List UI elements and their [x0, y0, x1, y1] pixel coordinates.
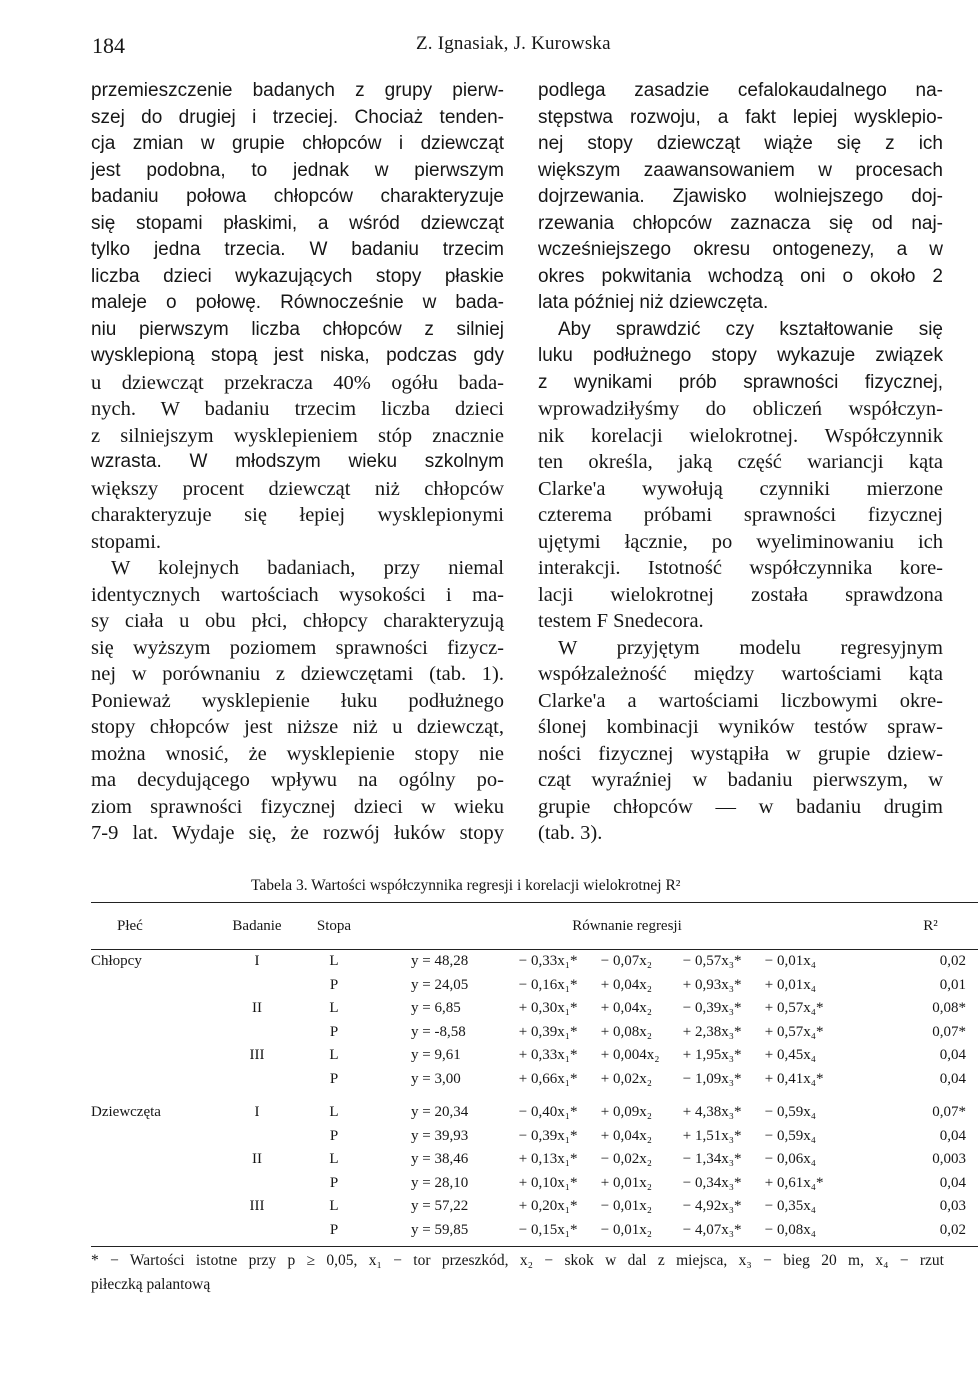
equation-term: 0,59x₄ [777, 1104, 816, 1121]
equation-term: 0,33x₁* [531, 953, 578, 970]
cell-sex [91, 1219, 218, 1247]
table-row [91, 1021, 978, 1045]
text-line: identycznych wartościach wysokości i ma- [91, 583, 504, 606]
cell-equation [372, 1068, 882, 1092]
regression-equation [411, 1024, 843, 1041]
text-line: ności fizycznej wystąpiła w grupie dziew- [538, 742, 943, 765]
equation-sign: + [764, 976, 774, 993]
equation-term: 1,51x₃* [695, 1127, 742, 1144]
cell-sex [91, 1125, 218, 1149]
equation-sign: + [600, 1023, 610, 1040]
equation-term: 0,10x₁* [531, 1174, 578, 1191]
equation-term: 2,38x₃* [695, 1023, 742, 1040]
equation-sign: − [600, 1198, 610, 1215]
cell-stage: I [254, 953, 260, 970]
regression-equation [411, 1128, 843, 1145]
equation-intercept: y = 28,10 [411, 1174, 469, 1191]
table-row [91, 1068, 978, 1092]
equation-intercept: y = 48,28 [411, 953, 469, 970]
text-line: współzależność między wartościami kąta [538, 663, 943, 685]
cell-equation [372, 1148, 882, 1172]
equation-sign: − [764, 1104, 774, 1121]
text-line: stopami. [91, 530, 162, 553]
equation-term: 1,34x₃* [695, 1151, 742, 1168]
text-line: W kolejnych badaniach, przy niemal [111, 557, 504, 579]
table-row [91, 1219, 978, 1247]
table-row [91, 1125, 978, 1149]
equation-term: 0,41x₄* [777, 1070, 824, 1087]
equation-term: 0,07x₂ [613, 953, 652, 970]
cell-foot: L [329, 1198, 339, 1215]
text-line: czterema próbami sprawności fizycznej [538, 504, 943, 526]
equation-sign: − [600, 1221, 610, 1238]
cell-sex [91, 1068, 218, 1092]
cell-foot: P [329, 1127, 339, 1144]
regression-equation [411, 1175, 843, 1192]
cell-equation [372, 997, 882, 1021]
equation-term: 0,01x₂ [613, 1174, 652, 1191]
equation-sign: + [764, 1047, 774, 1064]
equation-term: 0,45x₄ [777, 1047, 816, 1064]
cell-sex [91, 1195, 218, 1219]
text-line: nej w porównaniu z dziewczętami (tab. 1). [91, 663, 504, 685]
cell-equation [372, 950, 882, 974]
cell-r2: 0,02 [882, 1219, 978, 1247]
table-row [91, 1148, 978, 1172]
equation-sign: + [600, 1104, 610, 1121]
cell-equation [372, 1172, 882, 1196]
equation-term: 1,09x₃* [695, 1070, 742, 1087]
text-line: wzrasta. W młodszym wieku szkolnym [91, 451, 504, 472]
text-line: nej stopy dziewcząt wiąże się z ich [538, 133, 943, 154]
cell-equation [372, 974, 882, 998]
text-line: luku podłużnego stopy wykazuje związek [538, 345, 943, 366]
regression-equation [411, 953, 843, 970]
table-row [91, 1172, 978, 1196]
equation-term: 0,08x₄ [777, 1221, 816, 1238]
cell-r2: 0,07* [932, 1104, 966, 1121]
equation-sign: + [518, 1023, 528, 1040]
text-line: liczba dzieci wykazujących stopy płaskie [91, 265, 504, 287]
equation-term: 0,04x₂ [613, 1000, 652, 1017]
cell-sex [91, 997, 218, 1021]
regression-equation [411, 1198, 843, 1215]
equation-intercept: y = 39,93 [411, 1127, 469, 1144]
cell-foot: L [329, 1047, 339, 1064]
equation-sign: − [764, 953, 774, 970]
cell-r2: 0,07* [932, 1023, 966, 1040]
text-line: wprowadziłyśmy do obliczeń współczyn- [538, 398, 943, 420]
equation-sign: − [682, 953, 692, 970]
cell-r2: 0,04 [939, 1047, 966, 1064]
equation-intercept: y = -8,58 [411, 1023, 466, 1040]
left-text-column [91, 78, 504, 847]
text-line: testem F Snedecora. [538, 610, 704, 632]
equation-term: 0,40x₁* [531, 1104, 578, 1121]
equation-sign: + [518, 1151, 528, 1168]
text-line: 7-9 lat. Wydaje się, że rozwój łuków stopy [91, 822, 504, 844]
regression-table [91, 902, 978, 1247]
equation-term: 0,39x₃* [695, 1000, 742, 1017]
table-body [91, 950, 978, 1247]
text-line: się stopami płaskimi, a wśród dziewcząt [91, 212, 504, 234]
equation-term: 4,92x₃* [695, 1198, 742, 1215]
equation-sign: + [764, 1070, 774, 1087]
equation-intercept: y = 6,85 [411, 1000, 461, 1017]
equation-term: 0,30x₁* [531, 1000, 578, 1017]
text-line: lata później niż dziewczęta. [538, 292, 769, 313]
cell-stage [218, 1125, 296, 1149]
cell-equation [372, 1195, 882, 1219]
header-equation: Równanie regresji [372, 903, 882, 950]
equation-intercept: y = 38,46 [411, 1151, 469, 1168]
equation-term: 0,08x₂ [613, 1023, 652, 1040]
text-line: większy procent dziewcząt niż chłopców [91, 477, 504, 500]
cell-stage [218, 1172, 296, 1196]
header-stage: Badanie [218, 903, 296, 950]
text-line: (tab. 3). [538, 822, 603, 844]
text-line: sy ciała u obu płci, chłopcy charakteryzują [91, 610, 504, 632]
text-line: podlega zasadzie cefalokaudalnego na- [538, 80, 943, 101]
text-line: z wynikami prób sprawności fizycznej, [538, 371, 943, 393]
table-row [91, 1044, 978, 1068]
equation-intercept: y = 3,00 [411, 1070, 461, 1087]
header-foot: Stopa [296, 903, 372, 950]
text-line: u dziewcząt przekracza 40% ogółu bada- [91, 371, 504, 394]
equation-sign: − [764, 1198, 774, 1215]
regression-equation [411, 977, 843, 994]
text-line: wysklepioną stopą jest niska, podczas gdy [91, 345, 504, 366]
equation-sign: + [518, 1198, 528, 1215]
cell-stage: I [254, 1104, 260, 1121]
cell-r2: 0,08* [932, 1000, 966, 1017]
equation-term: 0,004x₂ [613, 1047, 660, 1064]
equation-sign: + [682, 1023, 692, 1040]
equation-term: 1,95x₃* [695, 1047, 742, 1064]
regression-equation [411, 1104, 843, 1121]
table-row [91, 1195, 978, 1219]
equation-sign: − [764, 1127, 774, 1144]
equation-sign: + [764, 1023, 774, 1040]
equation-sign: + [518, 1070, 528, 1087]
equation-term: 0,57x₄* [777, 1000, 824, 1017]
equation-sign: − [600, 1151, 610, 1168]
cell-stage: III [249, 1047, 265, 1064]
equation-term: 0,01x₂ [613, 1198, 652, 1215]
equation-sign: + [682, 1127, 692, 1144]
cell-stage [218, 1021, 296, 1045]
cell-equation [372, 1044, 882, 1068]
header-r2: R² [882, 903, 978, 950]
text-line: stępstwa rozwoju, a fakt lepiej wysklepio- [538, 106, 943, 128]
regression-equation [411, 1071, 843, 1088]
equation-term: 0,16x₁* [531, 976, 578, 993]
equation-sign: − [518, 1104, 528, 1121]
cell-foot: P [296, 1219, 372, 1247]
equation-sign: + [682, 1104, 692, 1121]
equation-term: 0,39x₁* [531, 1127, 578, 1144]
cell-r2: 0,03 [939, 1198, 966, 1215]
equation-term: 0,01x₂ [613, 1221, 652, 1238]
equation-term: 0,59x₄ [777, 1127, 816, 1144]
text-line: można wnosić, że wysklepienie stopy nie [91, 742, 504, 765]
equation-term: 0,15x₁* [531, 1221, 578, 1238]
table-row [91, 950, 978, 974]
cell-sex [91, 1172, 218, 1196]
text-line: nych. W badaniu trzecim liczba dzieci [91, 398, 504, 420]
text-line: jest podobna, to jednak w pierwszym [91, 159, 504, 181]
equation-term: 0,39x₁* [531, 1023, 578, 1040]
header-sex: Płeć [91, 903, 218, 950]
table-row [91, 1091, 978, 1125]
equation-term: 0,33x₁* [531, 1047, 578, 1064]
equation-intercept: y = 9,61 [411, 1047, 461, 1064]
equation-sign: − [518, 1127, 528, 1144]
text-line: lacji wielokrotnej została sprawdzona [538, 583, 943, 606]
equation-sign: + [518, 1047, 528, 1064]
equation-term: 0,04x₂ [613, 1127, 652, 1144]
equation-term: 4,38x₃* [695, 1104, 742, 1121]
equation-term: 0,35x₄ [777, 1198, 816, 1215]
text-line: przemieszczenie badanych z grupy pierw- [91, 80, 504, 101]
equation-intercept: y = 59,85 [411, 1221, 469, 1238]
text-line: ten określa, jaką część wariancji kąta [538, 451, 943, 473]
text-line: się wyższym poziomem sprawności fizycz- [91, 636, 504, 659]
text-line: cja zmian w grupie chłopców i dziewcząt [91, 133, 504, 154]
text-line: ślonej kombinacji wyników testów spraw- [538, 716, 943, 738]
equation-term: 4,07x₃* [695, 1221, 742, 1238]
text-line: z silniejszym wysklepieniem stóp znacznie [91, 424, 504, 447]
cell-foot: P [329, 1070, 339, 1087]
cell-sex [91, 1148, 218, 1172]
equation-sign: + [600, 1127, 610, 1144]
regression-equation [411, 1000, 843, 1017]
equation-sign: + [600, 976, 610, 993]
cell-equation [372, 1125, 882, 1149]
text-line: interakcji. Istotność współczynnika kore- [538, 557, 943, 579]
right-text-column [538, 78, 943, 847]
table-header-row [91, 903, 978, 950]
cell-equation [372, 1021, 882, 1045]
table-row [91, 997, 978, 1021]
equation-term: 0,93x₃* [695, 976, 742, 993]
text-line: ziom sprawności fizycznej dzieci w wieku [91, 795, 504, 818]
text-line: ma decydującego wpływu na ogólny po- [91, 769, 504, 791]
cell-sex [91, 1021, 218, 1045]
cell-equation [372, 1091, 882, 1125]
cell-r2: 0,02 [939, 953, 966, 970]
equation-sign: − [764, 1221, 774, 1238]
equation-sign: + [600, 1174, 610, 1191]
equation-sign: − [682, 1000, 692, 1017]
cell-foot: L [329, 953, 339, 970]
text-line: W przyjętym modelu regresyjnym [558, 636, 943, 659]
text-line: grupie chłopców — w badaniu drugim [538, 795, 943, 818]
cell-sex: Chłopcy [91, 953, 142, 970]
text-line: wcześniejszego okresu ontogenezy, a w [538, 239, 943, 260]
cell-foot: P [329, 1023, 339, 1040]
equation-term: 0,01x₄ [777, 953, 816, 970]
equation-term: 0,34x₃* [695, 1174, 742, 1191]
text-line: większym zaawansowaniem w procesach [538, 159, 943, 181]
text-line: nik korelacji wielokrotnej. Współczynnik [538, 424, 943, 447]
page-number: 184 [92, 33, 125, 58]
text-line: charakteryzuje się łepiej wysklepionymi [91, 504, 504, 526]
cell-stage [218, 1068, 296, 1092]
text-line: cząt wyraźniej w badaniu pierwszym, w [538, 769, 943, 791]
equation-term: 0,04x₂ [613, 976, 652, 993]
regression-equation [411, 1222, 843, 1239]
regression-equation [411, 1047, 843, 1064]
equation-term: 0,01x₄ [777, 976, 816, 993]
equation-sign: − [518, 976, 528, 993]
equation-sign: + [764, 1174, 774, 1191]
cell-stage: III [249, 1198, 265, 1215]
equation-sign: + [518, 1000, 528, 1017]
text-line: stopy chłopców jest niższe niż u dziewcząt, [91, 716, 504, 738]
cell-foot: L [329, 1000, 339, 1017]
table-row [91, 974, 978, 998]
equation-sign: − [682, 1070, 692, 1087]
footnote-line-2: piłeczką palantową [91, 1276, 211, 1293]
cell-stage: II [252, 1000, 262, 1017]
equation-sign: − [518, 953, 528, 970]
text-line: Ponieważ wysklepienie łuku podłużnego [91, 689, 504, 712]
equation-sign: + [518, 1174, 528, 1191]
text-line: ujętymi łącznie, po wyeliminowaniu ich [538, 530, 943, 553]
text-line: szej do drugiej i trzeciej. Chociaż tenden- [91, 106, 504, 128]
cell-r2: 0,04 [939, 1127, 966, 1144]
cell-sex: Dziewczęta [91, 1104, 161, 1121]
equation-intercept: y = 57,22 [411, 1198, 469, 1215]
regression-equation [411, 1151, 843, 1168]
text-line: dojrzewania. Zjawisko wolniejszego doj- [538, 186, 943, 207]
cell-stage [218, 974, 296, 998]
cell-foot: P [329, 1174, 339, 1191]
equation-term: 0,20x₁* [531, 1198, 578, 1215]
text-line: Clarke'a wywołują czynniki mierzone [538, 477, 943, 500]
equation-sign: − [682, 1174, 692, 1191]
equation-sign: − [518, 1221, 528, 1238]
equation-sign: + [600, 1070, 610, 1087]
cell-stage [218, 1219, 296, 1247]
text-line: okres pokwitania wchodzą oni o około 2 [538, 265, 943, 287]
equation-term: 0,02x₂ [613, 1070, 652, 1087]
cell-equation [372, 1219, 882, 1247]
equation-term: 0,09x₂ [613, 1104, 652, 1121]
equation-intercept: y = 24,05 [411, 976, 469, 993]
equation-term: 0,57x₃* [695, 953, 742, 970]
footnote-line-1: * − Wartości istotne przy p ≥ 0,05, x₁ − tor przeszkód, x₂ − skok w dal z miejsca, x₃ − bieg 20 m, x₄ − rzut [91, 1252, 944, 1269]
equation-term: 0,06x₄ [777, 1151, 816, 1168]
cell-stage: II [252, 1151, 262, 1168]
text-line: niu pierwszym liczba chłopców z silniej [91, 318, 504, 340]
equation-sign: + [600, 1047, 610, 1064]
equation-sign: + [682, 976, 692, 993]
equation-sign: + [764, 1000, 774, 1017]
cell-foot: L [329, 1104, 339, 1121]
text-line: Aby sprawdzić czy kształtowanie się [558, 318, 943, 340]
equation-term: 0,61x₄* [777, 1174, 824, 1191]
cell-r2: 0,003 [932, 1151, 966, 1168]
text-line: Clarke'a a wartościami liczbowymi okre- [538, 689, 943, 712]
equation-sign: − [682, 1221, 692, 1238]
text-line: badaniu połowa chłopców charakteryzuje [91, 186, 504, 207]
equation-sign: − [764, 1151, 774, 1168]
equation-sign: + [682, 1047, 692, 1064]
cell-foot: L [329, 1151, 339, 1168]
equation-sign: + [600, 1000, 610, 1017]
cell-sex [91, 974, 218, 998]
equation-term: 0,57x₄* [777, 1023, 824, 1040]
cell-sex [91, 1044, 218, 1068]
equation-term: 0,02x₂ [613, 1151, 652, 1168]
text-line: tylko jedna trzecia. W badaniu trzecim [91, 239, 504, 260]
cell-r2: 0,04 [939, 1070, 966, 1087]
equation-sign: − [682, 1198, 692, 1215]
equation-term: 0,13x₁* [531, 1151, 578, 1168]
text-line: maleje o połowę. Równocześnie w bada- [91, 292, 504, 313]
text-line: rzewania chłopców zaznacza się od naj- [538, 212, 943, 234]
equation-sign: − [682, 1151, 692, 1168]
cell-r2: 0,04 [939, 1174, 966, 1191]
cell-r2: 0,01 [939, 976, 966, 993]
equation-term: 0,66x₁* [531, 1070, 578, 1087]
cell-foot: P [329, 976, 339, 993]
table-caption: Tabela 3. Wartości współczynnika regresji i korelacji wielokrotnej R² [251, 877, 681, 894]
equation-sign: − [600, 953, 610, 970]
equation-intercept: y = 20,34 [411, 1104, 469, 1121]
running-header-authors: Z. Ignasiak, J. Kurowska [416, 33, 611, 54]
